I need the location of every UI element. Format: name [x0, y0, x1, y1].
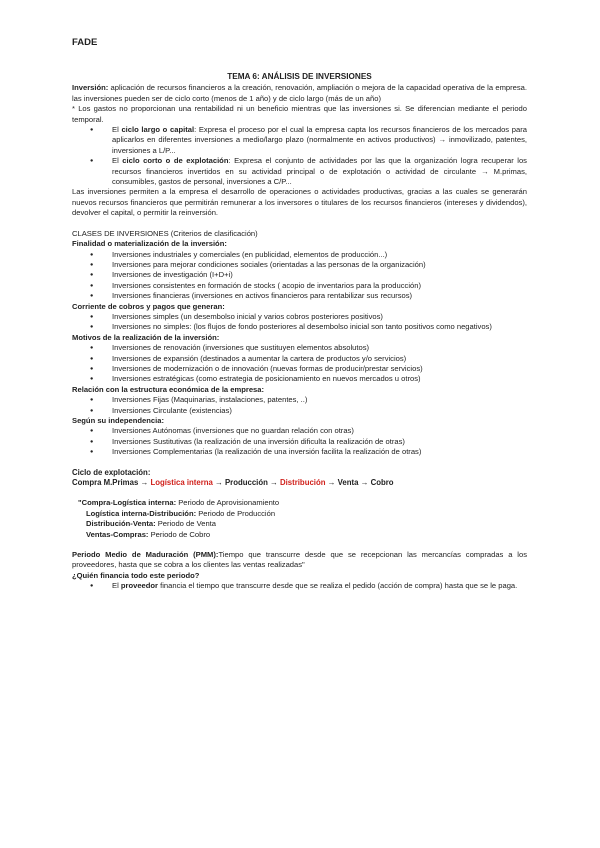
list-item: ● Inversiones Circulante (existencias)	[72, 406, 527, 416]
cycle-term: ciclo corto o de explotación	[122, 156, 229, 166]
cycle-step: Logística interna	[150, 478, 213, 488]
list-item: ● Inversiones consistentes en formación de stocks ( acopio de inventarios para la producción)	[72, 281, 527, 291]
group-list	[72, 426, 527, 457]
intro-paragraph	[72, 83, 527, 104]
intro-note: * Los gastos no proporcionan una rentabilidad ni un beneficio mientras que las inversiones si. Se diferencian mediante el periodo temporal.	[72, 104, 527, 124]
cycle-step: Cobro	[370, 478, 394, 488]
cycle-term: ciclo largo o capital	[121, 125, 195, 135]
summary-paragraph: Las inversiones permiten a la empresa el desarrollo de operaciones o actividades productivas, gracias a las cuales se generarán nuevos recursos financieros que permitirán remunerar a los inversores o titulares de los recursos financieros (intereses y dividendos), devolver el capital, o permitir la reinversión.	[72, 187, 527, 218]
list-item: ● Inversiones Complementarias (la realización de una inversión facilita la realización de otras)	[72, 447, 527, 457]
list-item: ● El ciclo corto o de explotación: Expresa el conjunto de actividades por las que la organización logra recuperar los recursos financieros invertidos en su actividad principal o de explotación o actividad de circulante → M.primas, consumibles, gastos de personal, inversiones a C/P...	[72, 156, 527, 187]
list-item: ● Inversiones Autónomas (inversiones que no guardan relación con otras)	[72, 426, 527, 436]
group-list	[72, 343, 527, 385]
group-list	[72, 250, 527, 302]
list-item: ● Inversiones no simples: (los flujos de fondo posteriores al desembolso inicial son tanto positivos como negativos)	[72, 322, 527, 332]
list-item: ● Inversiones Sustitutivas (la realización de una inversión dificulta la realización de otras)	[72, 437, 527, 447]
period-line: Logística interna-Distribución: Periodo de Producción	[86, 508, 276, 518]
list-item: ● Inversiones de investigación (I+D+i)	[72, 270, 527, 280]
pmm-paragraph: Periodo Medio de Maduración (PMM):Tiempo que transcurre desde que se recepcionan las mercancías compradas a los proveedores, hasta que se cobra a los clientes las ventas realizadas"	[72, 550, 527, 570]
group-title: Motivos de la realización de la inversión:	[72, 332, 220, 342]
cycle-types-list	[72, 125, 527, 187]
header-label: FADE	[72, 37, 98, 48]
list-item: ● Inversiones de modernización o de innovación (nuevas formas de producir/prestar servicios)	[72, 364, 527, 374]
list-item: ● Inversiones simples (un desembolso inicial y varios cobros posteriores positivos)	[72, 312, 527, 322]
list-item: ● Inversiones financieras (inversiones en activos financieros para rentabilizar sus recursos)	[72, 291, 527, 301]
group-list	[72, 395, 527, 416]
cycle-step: Venta	[337, 478, 359, 488]
list-item: ● Inversiones de expansión (destinados a aumentar la cartera de productos y/o servicios)	[72, 354, 527, 364]
period-line: "Compra-Logística interna: Periodo de Aprovisionamiento	[78, 498, 280, 508]
list-item: ● Inversiones estratégicas (como estrategia de posicionamiento en nuevos mercados u otros)	[72, 374, 527, 384]
list-item: ● Inversiones de renovación (inversiones que sustituyen elementos absolutos)	[72, 343, 527, 353]
cycle-step: Producción	[224, 478, 268, 488]
classes-heading: CLASES DE INVERSIONES (Criterios de clasificación)	[72, 228, 258, 238]
intro-term: Inversión:	[72, 83, 109, 93]
cycle-heading: Ciclo de explotación:	[72, 467, 151, 477]
intro-text: aplicación de recursos financieros a la creación, renovación, ampliación o mejora de la capacidad operativa de la empresa. las inversiones pueden ser de ciclo corto (menos de 1 año) y de ciclo largo (más de un año)	[72, 83, 527, 103]
pmm-question: ¿Quién financia todo este periodo?	[72, 570, 200, 580]
group-title: Corriente de cobros y pagos que generan:	[72, 301, 225, 311]
period-line: Distribución-Venta: Periodo de Venta	[86, 519, 217, 529]
pmm-term: Periodo Medio de Maduración (PMM):	[72, 550, 219, 560]
pmm-list	[72, 581, 527, 591]
group-list	[72, 312, 527, 333]
list-item: ● Inversiones para mejorar condiciones sociales (orientadas a las personas de la organización)	[72, 260, 527, 270]
group-title: Relación con la estructura económica de la empresa:	[72, 384, 265, 394]
cycle-step: Compra M.Primas	[72, 478, 139, 488]
cycle-step: Distribución	[280, 478, 326, 488]
list-item: ● Inversiones Fijas (Maquinarias, instalaciones, patentes, ..)	[72, 395, 527, 405]
period-line: Ventas-Compras: Periodo de Cobro	[86, 529, 211, 539]
cycle-flow: Compra M.Primas → Logística interna → Producción → Distribución → Venta → Cobro	[72, 478, 394, 488]
group-title: Según su independencia:	[72, 416, 164, 425]
list-item: ● El ciclo largo o capital: Expresa el proceso por el cual la empresa capta los recursos financieros de los mercados para aplicarlos en diferentes inversiones a medio/largo plazo (normalmente en activos productivos) → inmovilizado, patentes, inversiones a L/P...	[72, 125, 527, 156]
list-item: ● El proveedor financia el tiempo que transcurre desde que se realiza el pedido (acción de compra) hasta que se le paga.	[72, 581, 527, 591]
page-title: TEMA 6: ANÁLISIS DE INVERSIONES	[227, 72, 372, 81]
document-body	[72, 72, 527, 592]
list-item: ● Inversiones industriales y comerciales (en publicidad, elementos de producción...)	[72, 250, 527, 260]
group-title: Finalidad o materialización de la inversión:	[72, 239, 227, 249]
